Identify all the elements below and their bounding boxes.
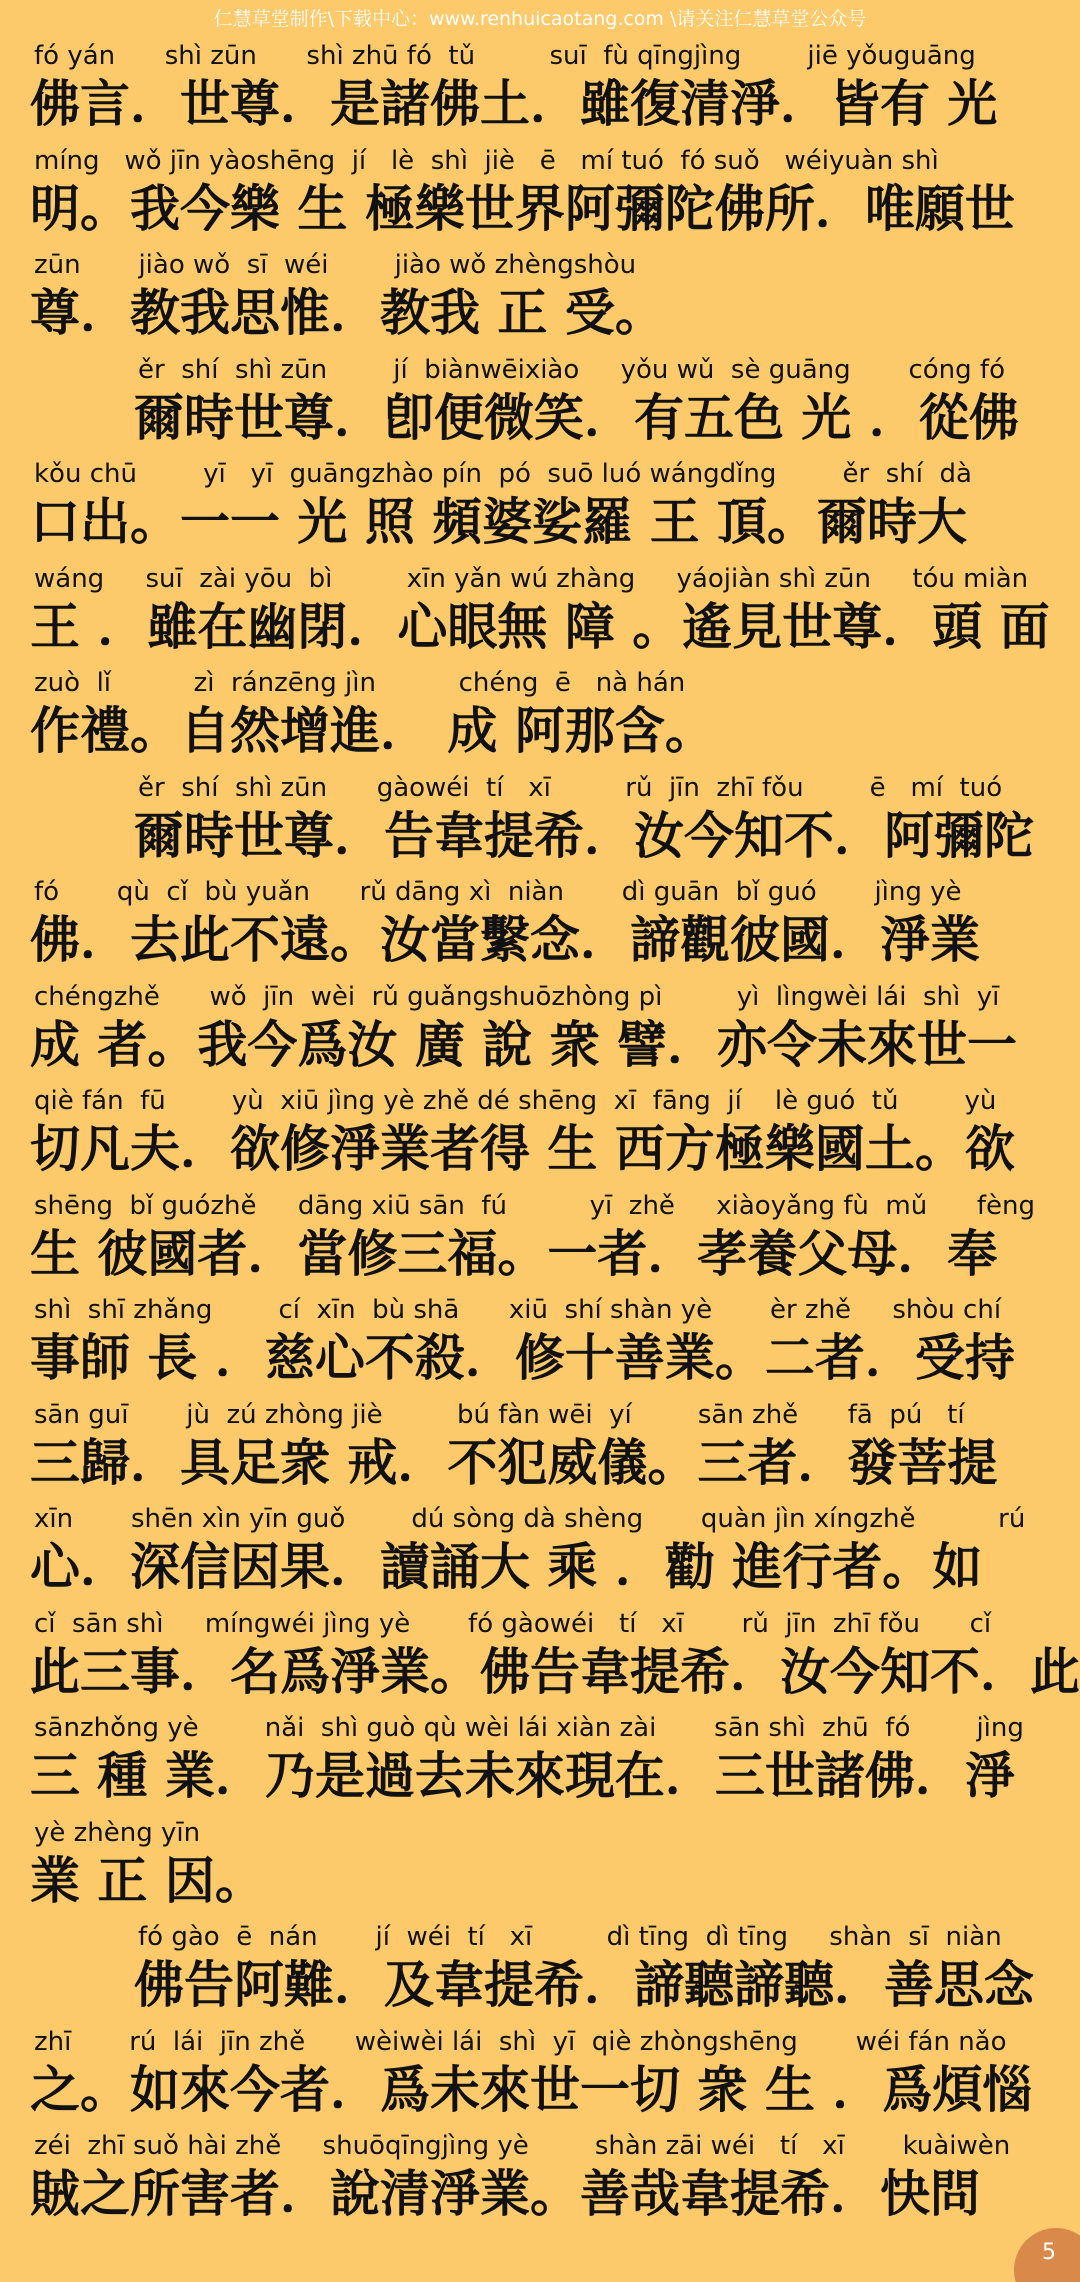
text-line [0,1606,1080,1711]
text-line [0,247,1080,352]
pinyin-line: shì shī zhǎng cí xīn bù shā xiū shí shàn yè èr zhě shòu chí [34,1295,1002,1325]
pinyin-line: zéi zhī suǒ hài zhě shuōqīngjìng yè shàn zāi wéi tí xī kuàiwèn [34,2131,1011,2161]
pinyin-line: fó qù cǐ bù yuǎn rǔ dāng xì niàn dì guān bǐ guó jìng yè [34,877,962,907]
text-line [0,1919,1080,2024]
text-line [0,1397,1080,1502]
text-line [0,979,1080,1084]
text-line [0,561,1080,666]
text-line [0,1083,1080,1188]
page-number-badge [1014,2228,1080,2282]
text-line [0,1188,1080,1293]
hanzi-line: 明。我今樂 生 極樂世界阿彌陀佛所．唯願世 [30,179,1015,238]
hanzi-line: 成 者。我今爲汝 廣 說 衆 譬．亦令未來世一 [30,1015,1018,1074]
text-line [0,874,1080,979]
hanzi-line: 作禮。自然增進． 成 阿那含。 [30,702,715,760]
pinyin-line: zuò lǐ zì ránzēng jìn chéng ē nà hán [34,668,686,698]
page-number: 5 [1042,2240,1056,2265]
pinyin-line: zhī rú lái jīn zhě wèiwèi lái shì yī qiè zhòngshēng wéi fán nǎo [34,2026,1007,2057]
pinyin-line: fó gào ē nán jí wéi tí xī dì tīng dì tīng shàn sī niàn [138,1922,1002,1952]
pinyin-line: yè zhèng yīn [34,1817,201,1848]
text-line [0,352,1080,457]
pinyin-line: sān guī jù zú zhòng jiè bú fàn wēi yí sān zhě fā pú tí [34,1399,965,1430]
hanzi-line: 心．深信因果．讀誦大 乘 ．勸 進行者。如 [30,1538,983,1596]
text-line [0,2128,1080,2233]
hanzi-line: 賊之所害者．說清淨業。善哉韋提希．快問 [30,2165,980,2223]
scripture-text [0,38,1080,2233]
text-line [0,456,1080,561]
hanzi-line: 王 ．雖在幽閉．心眼無 障 。遙見世尊．頭 面 [30,597,1050,656]
hanzi-line: 事師 長 ．慈心不殺．修十善業。二者．受持 [30,1329,1015,1387]
pinyin-line: xīn shēn xìn yīn guǒ dú sòng dà shèng quàn jìn xíngzhě rú [34,1504,1026,1534]
hanzi-line: 佛告阿難．及韋提希．諦聽諦聽．善思念 [134,1956,1034,2014]
pinyin-line: wáng suī zài yōu bì xīn yǎn wú zhàng yáojiàn shì zūn tóu miàn [34,563,1029,594]
text-line [0,2024,1080,2129]
hanzi-line: 佛．去此不遠。汝當繫念．諦觀彼國．淨業 [30,911,980,969]
text-line [0,143,1080,248]
hanzi-line: 業 正 因。 [30,1851,265,1910]
hanzi-line: 切凡夫．欲修淨業者得 生 西方極樂國土。欲 [30,1120,1015,1178]
hanzi-line: 三歸．具足衆 戒．不犯威儀。三者．發菩提 [30,1433,998,1492]
text-line [0,665,1080,770]
pinyin-line: shēng bǐ guózhě dāng xiū sān fú yī zhě xiàoyǎng fù mǔ fèng [34,1190,1035,1221]
pinyin-line: chéngzhě wǒ jīn wèi rǔ guǎngshuōzhòng pì yì lìngwèi lái shì yī [34,981,1000,1012]
text-line [0,1292,1080,1397]
hanzi-line: 三 種 業．乃是過去未來現在．三世諸佛．淨 [30,1747,1015,1805]
text-line [0,770,1080,875]
hanzi-line: 佛言．世尊．是諸佛土．雖復清淨．皆有 光 [30,75,998,133]
pinyin-line: qiè fán fū yù xiū jìng yè zhě dé shēng xī fāng jí lè guó tǔ yù [34,1086,997,1116]
hanzi-line: 爾時世尊．告韋提希．汝今知不．阿彌陀 [134,806,1034,865]
text-line [0,1815,1080,1920]
hanzi-line: 生 彼國者．當修三福。一者．孝養父母．奉 [30,1224,998,1283]
pinyin-line: sānzhǒng yè nǎi shì guò qù wèi lái xiàn zài sān shì zhū fó jìng [34,1713,1024,1743]
pinyin-line: míng wǒ jīn yàoshēng jí lè shì jiè ē mí tuó fó suǒ wéiyuàn shì [34,145,939,176]
pinyin-line: ěr shí shì zūn jí biànwēixiào yǒu wǔ sè guāng cóng fó [138,354,1005,385]
hanzi-line: 之。如來今者．爲未來世一切 衆 生 ．爲煩惱 [30,2060,1033,2119]
hanzi-line: 此三事．名爲淨業。佛告韋提希．汝今知不．此 [30,1642,1080,1701]
pinyin-line: fó yán shì zūn shì zhū fó tǔ suī fù qīngjìng jiē yǒuguāng [34,41,976,71]
pinyin-line: zūn jiào wǒ sī wéi jiào wǒ zhèngshòu [34,250,637,280]
header-watermark: 仁慧草堂制作\下载中心：www.renhuicaotang.com \请关注仁慧草堂公众号 [213,8,867,30]
text-line [0,1501,1080,1606]
text-line [0,38,1080,143]
text-line [0,1710,1080,1815]
pinyin-line: cǐ sān shì míngwéi jìng yè fó gàowéi tí xī rǔ jīn zhī fǒu cǐ [34,1608,992,1639]
hanzi-line: 爾時世尊．卽便微笑．有五色 光 ．從佛 [134,388,1019,447]
pinyin-line: kǒu chū yī yī guāngzhào pín pó suō luó wángdǐng ěr shí dà [34,459,972,489]
hanzi-line: 尊．教我思惟．教我 正 受。 [30,284,665,342]
hanzi-line: 口出。一一 光 照 頻婆娑羅 王 頂。爾時大 [30,493,968,551]
pinyin-line: ěr shí shì zūn gàowéi tí xī rǔ jīn zhī fǒu ē mí tuó [138,772,1003,803]
